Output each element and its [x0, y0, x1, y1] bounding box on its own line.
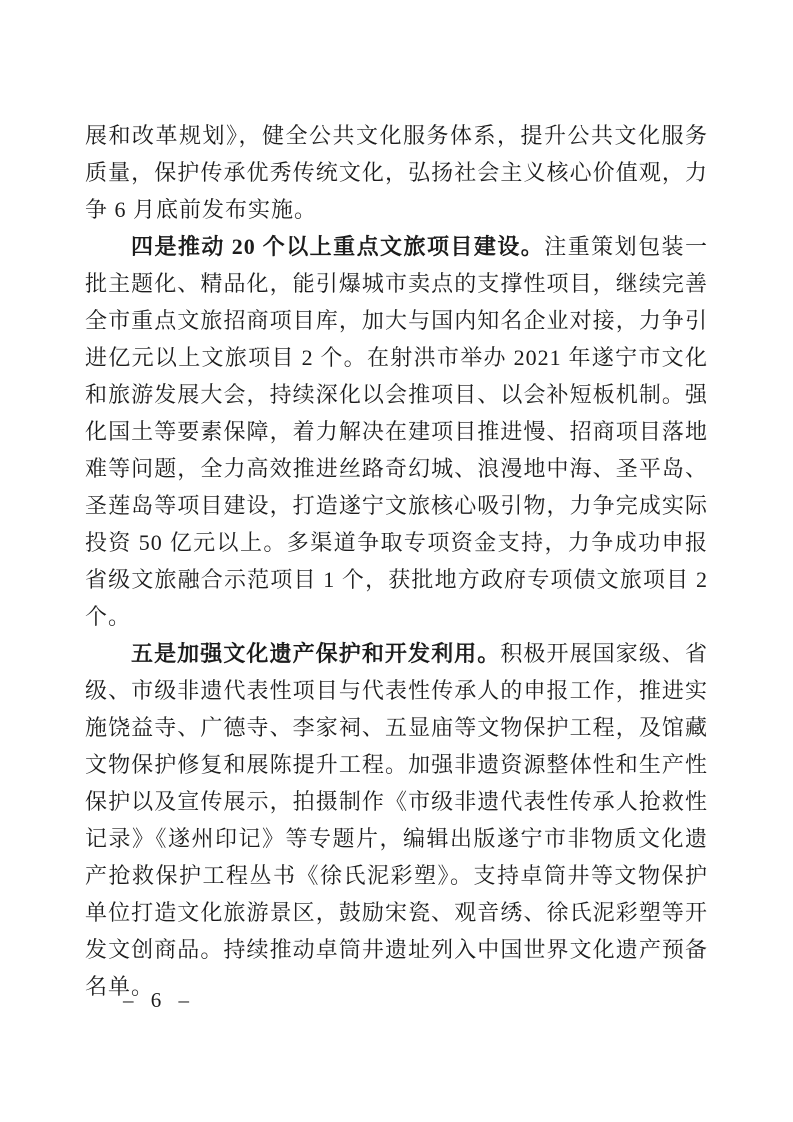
paragraph-bold-lead: 四是推动 20 个以上重点文旅项目建设。 [131, 234, 545, 259]
paragraph-item-4 [85, 228, 708, 635]
paragraph-text: 积极开展国家级、省级、市级非遗代表性项目与代表性传承人的申报工作，推进实施饶益寺、广德寺、李家祠、五显庙等文物保护工程，及馆藏文物保护修复和展陈提升工程。加强非遗资源整体性和生产性保护以及宣传展示，拍摄制作《市级非遗代表性传承人抢救性记录》《遂州印记》等专题片，编辑出版遂宁市非物质文化遗产抢救保护工程丛书《徐氏泥彩塑》。支持卓筒井等文物保护单位打造文化旅游景区，鼓励宋瓷、观音绣、徐氏泥彩塑等开发文创商品。持续推动卓筒井遗址列入中国世界文化遗产预备名单。 [85, 641, 708, 999]
paragraph-bold-lead: 五是加强文化遗产保护和开发利用。 [131, 641, 501, 666]
document-body [85, 117, 708, 1005]
page-number: – 6 – [123, 988, 195, 1012]
paragraph-continued [85, 117, 708, 228]
paragraph-item-5 [85, 635, 708, 1005]
paragraph-text: 展和改革规划》，健全公共文化服务体系，提升公共文化服务质量，保护传承优秀传统文化，弘扬社会主义核心价值观，力争 6 月底前发布实施。 [85, 123, 708, 222]
paragraph-text: 注重策划包装一批主题化、精品化，能引爆城市卖点的支撑性项目，继续完善全市重点文旅招商项目库，加大与国内知名企业对接，力争引进亿元以上文旅项目 2 个。在射洪市举办 2021 年遂宁市文化和旅游发展大会，持续深化以会推项目、以会补短板机制。强化国土等要素保障，着力解决在建项目推进慢、招商项目落地难等问题，全力高效推进丝路奇幻城、浪漫地中海、圣平岛、圣莲岛等项目建设，打造遂宁文旅核心吸引物，力争完成实际投资 50 亿元以上。多渠道争取专项资金支持，力争成功申报省级文旅融合示范项目 1 个，获批地方政府专项债文旅项目 2 个。 [85, 234, 708, 629]
